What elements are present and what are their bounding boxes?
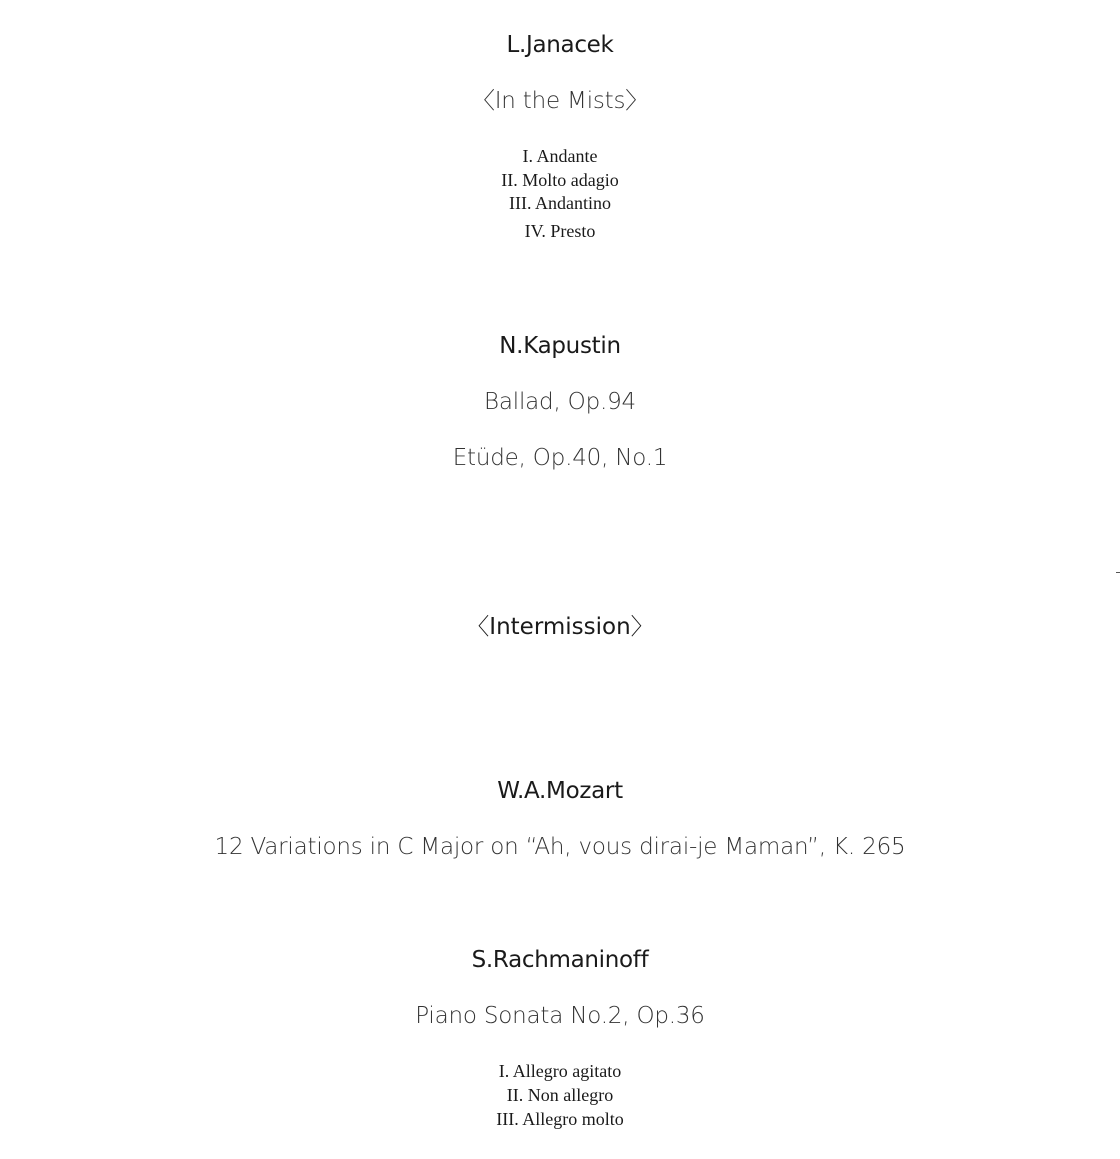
- movement-item: II. Molto adagio: [501, 170, 619, 190]
- edge-mark: [1116, 572, 1120, 573]
- work-title: Ballad, Op.94: [484, 389, 636, 415]
- work-title: 12 Variations in C Major on “Ah, vous dirai-je Maman”, K. 265: [214, 834, 906, 860]
- composer-name: W.A.Mozart: [497, 778, 623, 804]
- intermission-label: 〈Intermission〉: [466, 614, 654, 640]
- work-title: Etüde, Op.40, No.1: [452, 445, 668, 471]
- composer-name: L.Janacek: [506, 32, 614, 58]
- movement-item: IV. Presto: [524, 221, 596, 241]
- movement-item: I. Allegro agitato: [498, 1061, 622, 1081]
- movement-item: II. Non allegro: [506, 1085, 614, 1105]
- work-title: Piano Sonata No.2, Op.36: [415, 1003, 705, 1029]
- composer-name: S.Rachmaninoff: [471, 947, 649, 973]
- movement-item: III. Andantino: [509, 193, 611, 213]
- work-title: 〈In the Mists〉: [471, 88, 649, 114]
- composer-name: N.Kapustin: [499, 333, 621, 359]
- movement-item: III. Allegro molto: [496, 1109, 624, 1129]
- movement-item: I. Andante: [522, 146, 598, 166]
